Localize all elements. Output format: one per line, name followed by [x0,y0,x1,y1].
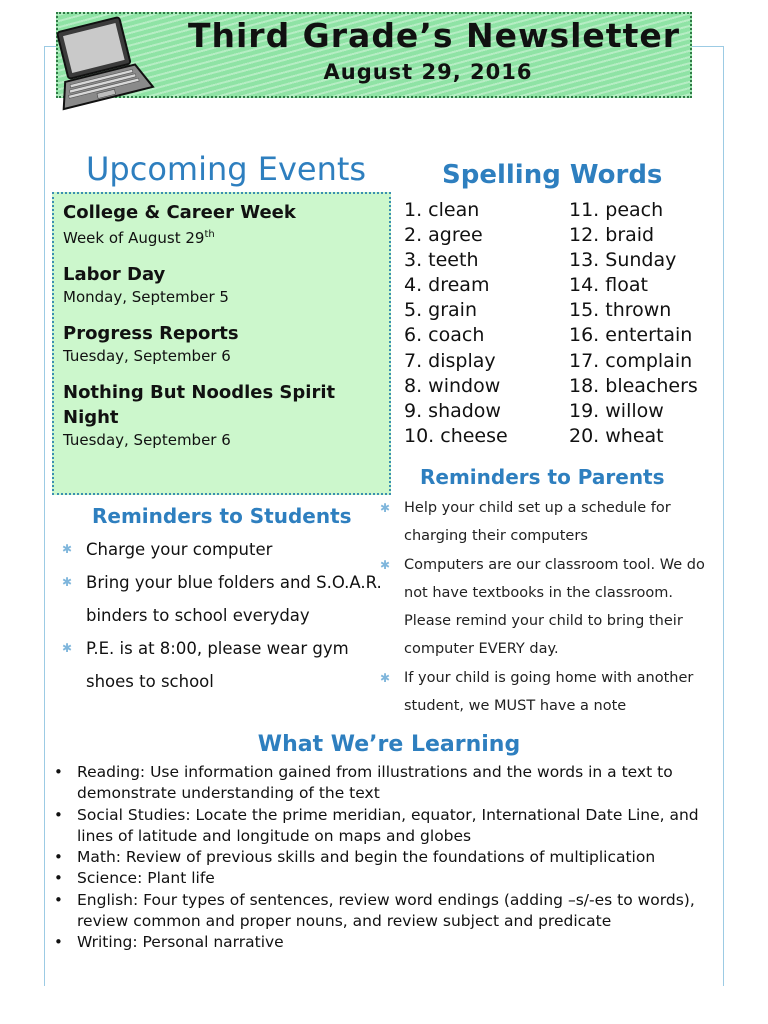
spelling-word: 15. thrown [569,299,672,322]
list-item-text: Charge your computer [86,540,273,559]
asterisk-bullet-icon: ✱ [62,575,73,589]
round-bullet-icon: • [54,933,63,952]
page-frame-right [723,46,724,986]
list-item [50,932,720,953]
list-item-text: Science: Plant life [77,869,215,888]
spelling-word: 19. willow [569,399,664,422]
spelling-word: 4. dream [404,274,490,297]
newsletter-title: Third Grade’s Newsletter [187,16,681,55]
spelling-word: 17. complain [569,349,693,372]
list-item [380,664,715,721]
reminders-students-list [62,533,382,698]
spelling-word: 2. agree [404,224,483,247]
list-item-text: Math: Review of previous skills and begin the foundations of multiplication [77,848,656,867]
reminders-parents-heading: Reminders to Parents [420,465,665,489]
event-date: Tuesday, September 6 [63,347,231,365]
spelling-word: 10. cheese [404,424,508,447]
page-frame-left [44,46,45,986]
what-were-learning-heading: What We’re Learning [257,732,521,757]
list-item [50,847,720,868]
list-item [62,533,382,566]
list-item-text: English: Four types of sentences, review word endings (adding –s/-es to words), review common and proper nouns, and review subject and predicate [77,890,695,931]
spelling-word: 14. float [569,274,648,297]
asterisk-bullet-icon: ✱ [62,641,73,655]
spelling-word: 8. window [404,374,501,397]
spelling-word: 16. entertain [569,324,693,347]
upcoming-events-box [52,192,391,495]
spelling-word: 12. braid [569,224,655,247]
list-item [62,566,382,632]
event-date: Tuesday, September 6 [63,431,231,449]
event-item [63,200,381,248]
what-were-learning-list [50,762,720,954]
asterisk-bullet-icon: ✱ [380,670,391,685]
list-item [62,632,382,698]
upcoming-events-heading: Upcoming Events [86,150,367,188]
list-item-text: Computers are our classroom tool. We do not have textbooks in the classroom. Please remind your child to bring their computer EVERY day. [404,556,705,658]
spelling-word: 13. Sunday [569,249,677,272]
list-item-text: Writing: Personal narrative [77,933,284,952]
list-item [380,494,715,551]
spelling-words-heading: Spelling Words [442,160,663,190]
event-item [63,321,381,366]
event-name: Labor Day [63,264,166,285]
round-bullet-icon: • [54,763,63,781]
round-bullet-icon: • [54,869,63,888]
spelling-list-column-2 [569,198,698,449]
event-date: Monday, September 5 [63,288,229,306]
spelling-list-column-1 [404,198,508,449]
spelling-word: 6. coach [404,324,485,347]
list-item-text: P.E. is at 8:00, please wear gym shoes to school [86,639,349,691]
round-bullet-icon: • [54,848,63,867]
spelling-word: 1. clean [404,199,480,221]
asterisk-bullet-icon: ✱ [380,501,391,515]
spelling-word: 20. wheat [569,424,664,447]
list-item-text: If your child is going home with another student, we MUST have a note [404,669,694,715]
round-bullet-icon: • [54,805,63,824]
event-item [63,380,381,450]
list-item-text: Bring your blue folders and S.O.A.R. binders to school everyday [86,573,382,625]
list-item-text: Help your child set up a schedule for charging their computers [404,500,671,545]
spelling-word: 5. grain [404,299,478,322]
event-name: College & Career Week [63,202,296,223]
list-item [50,762,720,805]
event-item [63,262,381,307]
list-item-text: Social Studies: Locate the prime meridian, equator, International Date Line, and lines of latitude and longitude on maps and globes [77,805,699,845]
asterisk-bullet-icon: ✱ [62,542,73,556]
spelling-word: 3. teeth [404,249,479,272]
laptop-icon [52,12,156,116]
reminders-students-heading: Reminders to Students [92,504,352,528]
list-item [380,551,715,664]
spelling-word: 7. display [404,349,496,372]
spelling-word: 11. peach [569,199,664,221]
event-name: Nothing But Noodles Spirit Night [63,382,336,428]
reminders-parents-list [380,494,715,720]
spelling-word: 9. shadow [404,399,501,422]
event-date-text: Week of August 29 [63,229,205,247]
asterisk-bullet-icon: ✱ [380,557,391,572]
event-name: Progress Reports [63,323,239,344]
event-date-suffix: th [204,229,215,240]
event-date [63,225,381,248]
list-item [50,890,720,933]
spelling-word: 18. bleachers [569,374,698,397]
list-item-text: Reading: Use information gained from illustrations and the words in a text to demonstrate understanding of the text [77,763,673,803]
list-item [50,805,720,848]
round-bullet-icon: • [54,890,63,909]
newsletter-date: August 29, 2016 [323,60,533,84]
list-item [50,868,720,889]
